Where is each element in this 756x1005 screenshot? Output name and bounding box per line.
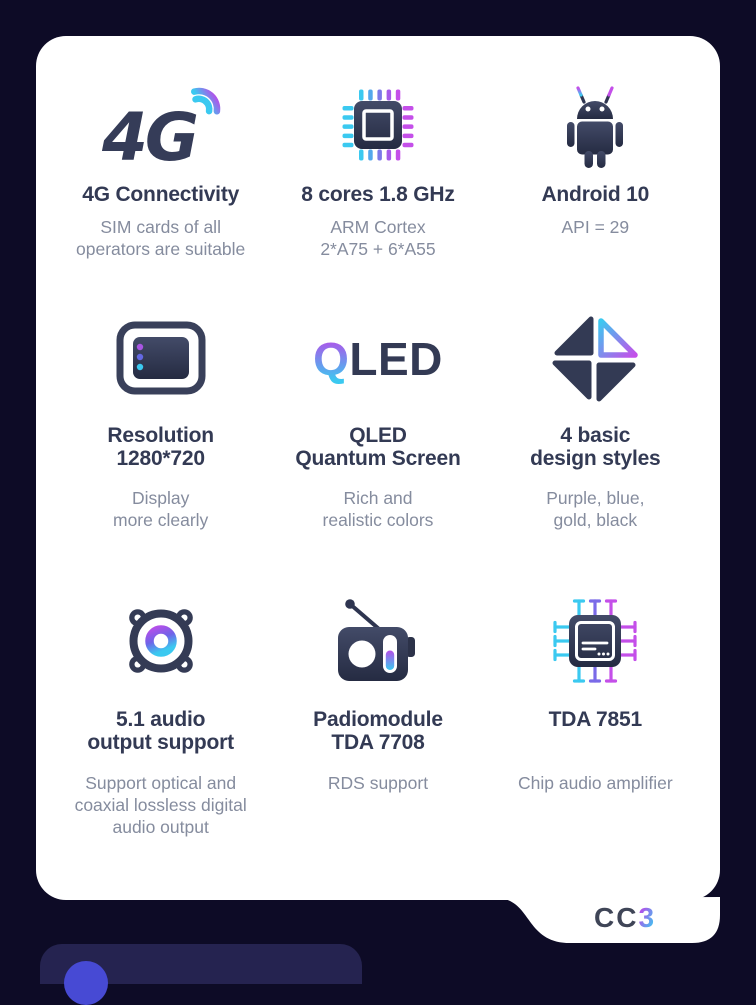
feature-title: 5.1 audio output support: [87, 707, 234, 754]
feature-subtitle: RDS support: [327, 772, 429, 793]
design-styles-icon: [487, 317, 704, 401]
feature-subtitle: ARM Cortex 2*A75 + 6*A55: [320, 216, 436, 259]
android-robot-icon: [487, 75, 704, 175]
feature-row-1: [36, 75, 720, 260]
feature-radiomodule: [269, 596, 486, 838]
feature-subtitle: Chip audio amplifier: [517, 772, 673, 793]
feature-title: Resolution 1280*720: [107, 423, 214, 470]
feature-title: QLED Quantum Screen: [295, 423, 461, 470]
feature-subtitle: Purple, blue, gold, black: [546, 487, 645, 530]
feature-design-styles: [487, 317, 704, 531]
feature-4g-connectivity: [52, 75, 269, 260]
feature-title: Padiomodule TDA 7708: [313, 707, 443, 754]
radio-icon: [269, 596, 486, 686]
qled-q-letter: Q: [313, 332, 350, 385]
feature-subtitle: Display more clearly: [113, 487, 209, 530]
feature-card: [36, 36, 720, 900]
qled-logo: [269, 317, 486, 401]
speaker-icon: [52, 596, 269, 686]
cpu-chip-icon: [269, 75, 486, 175]
feature-title: 4G Connectivity: [82, 183, 240, 206]
feature-title: 8 cores 1.8 GHz: [301, 183, 455, 206]
cc3-logo-prefix: CC: [593, 902, 639, 933]
4g-signal-icon: [52, 75, 269, 175]
feature-title: Android 10: [541, 183, 650, 206]
cc3-logo-suffix: 3: [638, 902, 657, 933]
feature-subtitle: API = 29: [561, 216, 630, 237]
display-screen-icon: [52, 317, 269, 401]
feature-subtitle: SIM cards of all operators are suitable: [76, 216, 246, 259]
qled-led-letters: LED: [349, 332, 443, 385]
feature-title: TDA 7851: [548, 707, 642, 731]
feature-cpu: [269, 75, 486, 260]
4g-text: 4G: [101, 99, 196, 171]
feature-title: 4 basic design styles: [530, 423, 661, 470]
next-card-icon-circle: [64, 961, 108, 1005]
amplifier-chip-icon: [487, 596, 704, 686]
feature-subtitle: Support optical and coaxial lossless digital audio output: [74, 772, 247, 837]
feature-row-3: [36, 596, 720, 838]
feature-row-2: [36, 317, 720, 531]
feature-qled: [269, 317, 486, 531]
feature-android: [487, 75, 704, 260]
feature-audio-output: [52, 596, 269, 838]
cc3-logo: [560, 901, 690, 935]
feature-subtitle: Rich and realistic colors: [322, 487, 434, 530]
feature-amplifier: [487, 596, 704, 838]
feature-resolution: [52, 317, 269, 531]
